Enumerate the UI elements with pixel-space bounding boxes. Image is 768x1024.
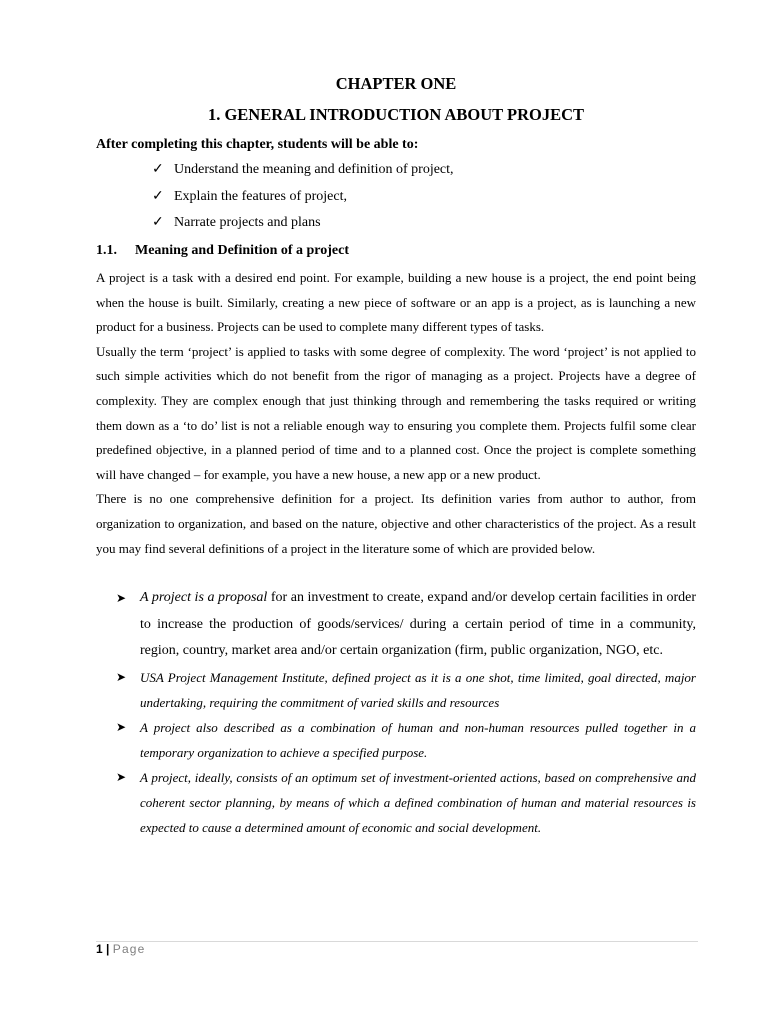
- section-number: 1.1.: [96, 243, 117, 258]
- section-heading: [96, 242, 349, 260]
- arrow-bullet-icon: ➤: [116, 719, 127, 734]
- definition-item: [96, 665, 696, 715]
- definition-rest: for an investment to create, expand and/or develop certain facilities in order to increase the production of goods/services/ during a certain period of time in a community, region, country, market area and/or certain organization (firm, public organization, NGO, etc.: [140, 590, 696, 658]
- check-icon: ✓: [152, 215, 164, 230]
- definition-text: USA Project Management Institute, defined project as it is a one shot, time limited, goal directed, major undertaking, requiring the commitment of varied skills and resources: [140, 669, 696, 710]
- objective-item: [152, 160, 454, 187]
- objective-item: [152, 213, 454, 240]
- definition-item: [96, 715, 696, 765]
- objectives-intro: After completing this chapter, students will be able to:: [96, 137, 419, 152]
- definition-item: [96, 765, 696, 840]
- page-number: 1: [96, 942, 103, 956]
- objective-item: [152, 187, 454, 214]
- arrow-bullet-icon: ➤: [116, 769, 127, 784]
- paragraph: A project is a task with a desired end point. For example, building a new house is a project, the end point being when the house is built. Similarly, creating a new piece of software or an app is a project, as is launching a new product for a business. Projects can be used to complete many different types of tasks.: [96, 270, 696, 335]
- footer-divider: [96, 941, 698, 942]
- paragraph: Usually the term ‘project’ is applied to tasks with some degree of complexity. The word ‘project’ is not applied to such simple activities which do not benefit from the rigor of managing as a project. Projects have a degree of complexity. They are complex enough that just thinking through and remembering the tasks required or writing them down as a ‘to do’ list is not a reliable enough way to ensuring you complete them. Projects fulfil some clear predefined objective, in a planned period of time and to a planned cost. Once the project is complete something will have changed – for example, you have a new house, a new app or a new product.: [96, 343, 696, 482]
- page-footer: [96, 941, 146, 957]
- definition-lead: A project is a proposal: [140, 590, 268, 605]
- chapter-heading: CHAPTER ONE: [335, 74, 457, 93]
- check-icon: ✓: [152, 162, 164, 177]
- chapter-title: 1. GENERAL INTRODUCTION ABOUT PROJECT: [207, 105, 585, 124]
- definitions-list: [96, 585, 696, 840]
- check-icon: ✓: [152, 188, 164, 204]
- objective-text: Explain the features of project,: [174, 188, 347, 204]
- objectives-list: [152, 160, 454, 240]
- objective-text: Narrate projects and plans: [174, 215, 321, 230]
- body-text: [96, 266, 696, 561]
- definition-text: A project, ideally, consists of an optimum set of investment-oriented actions, based on comprehensive and coherent sector planning, by means of which a defined combination of human and material resources is expected to cause a determined amount of economic and social development.: [140, 769, 696, 835]
- page-label: Page: [112, 942, 146, 956]
- definition-item: [96, 585, 696, 665]
- definition-text: [140, 585, 696, 665]
- definition-text: A project also described as a combination of human and non-human resources pulled together in a temporary organization to achieve a specified purpose.: [140, 719, 696, 760]
- footer-separator: |: [106, 942, 110, 956]
- arrow-bullet-icon: ➤: [116, 591, 127, 605]
- arrow-bullet-icon: ➤: [116, 669, 127, 684]
- paragraph: There is no one comprehensive definition for a project. Its definition varies from author to author, from organization to organization, and based on the nature, objective and other characteristics of the project. As a result you may find several definitions of a project in the literature some of which are provided below.: [96, 491, 696, 556]
- section-title: Meaning and Definition of a project: [135, 243, 350, 258]
- objective-text: Understand the meaning and definition of project,: [174, 162, 454, 177]
